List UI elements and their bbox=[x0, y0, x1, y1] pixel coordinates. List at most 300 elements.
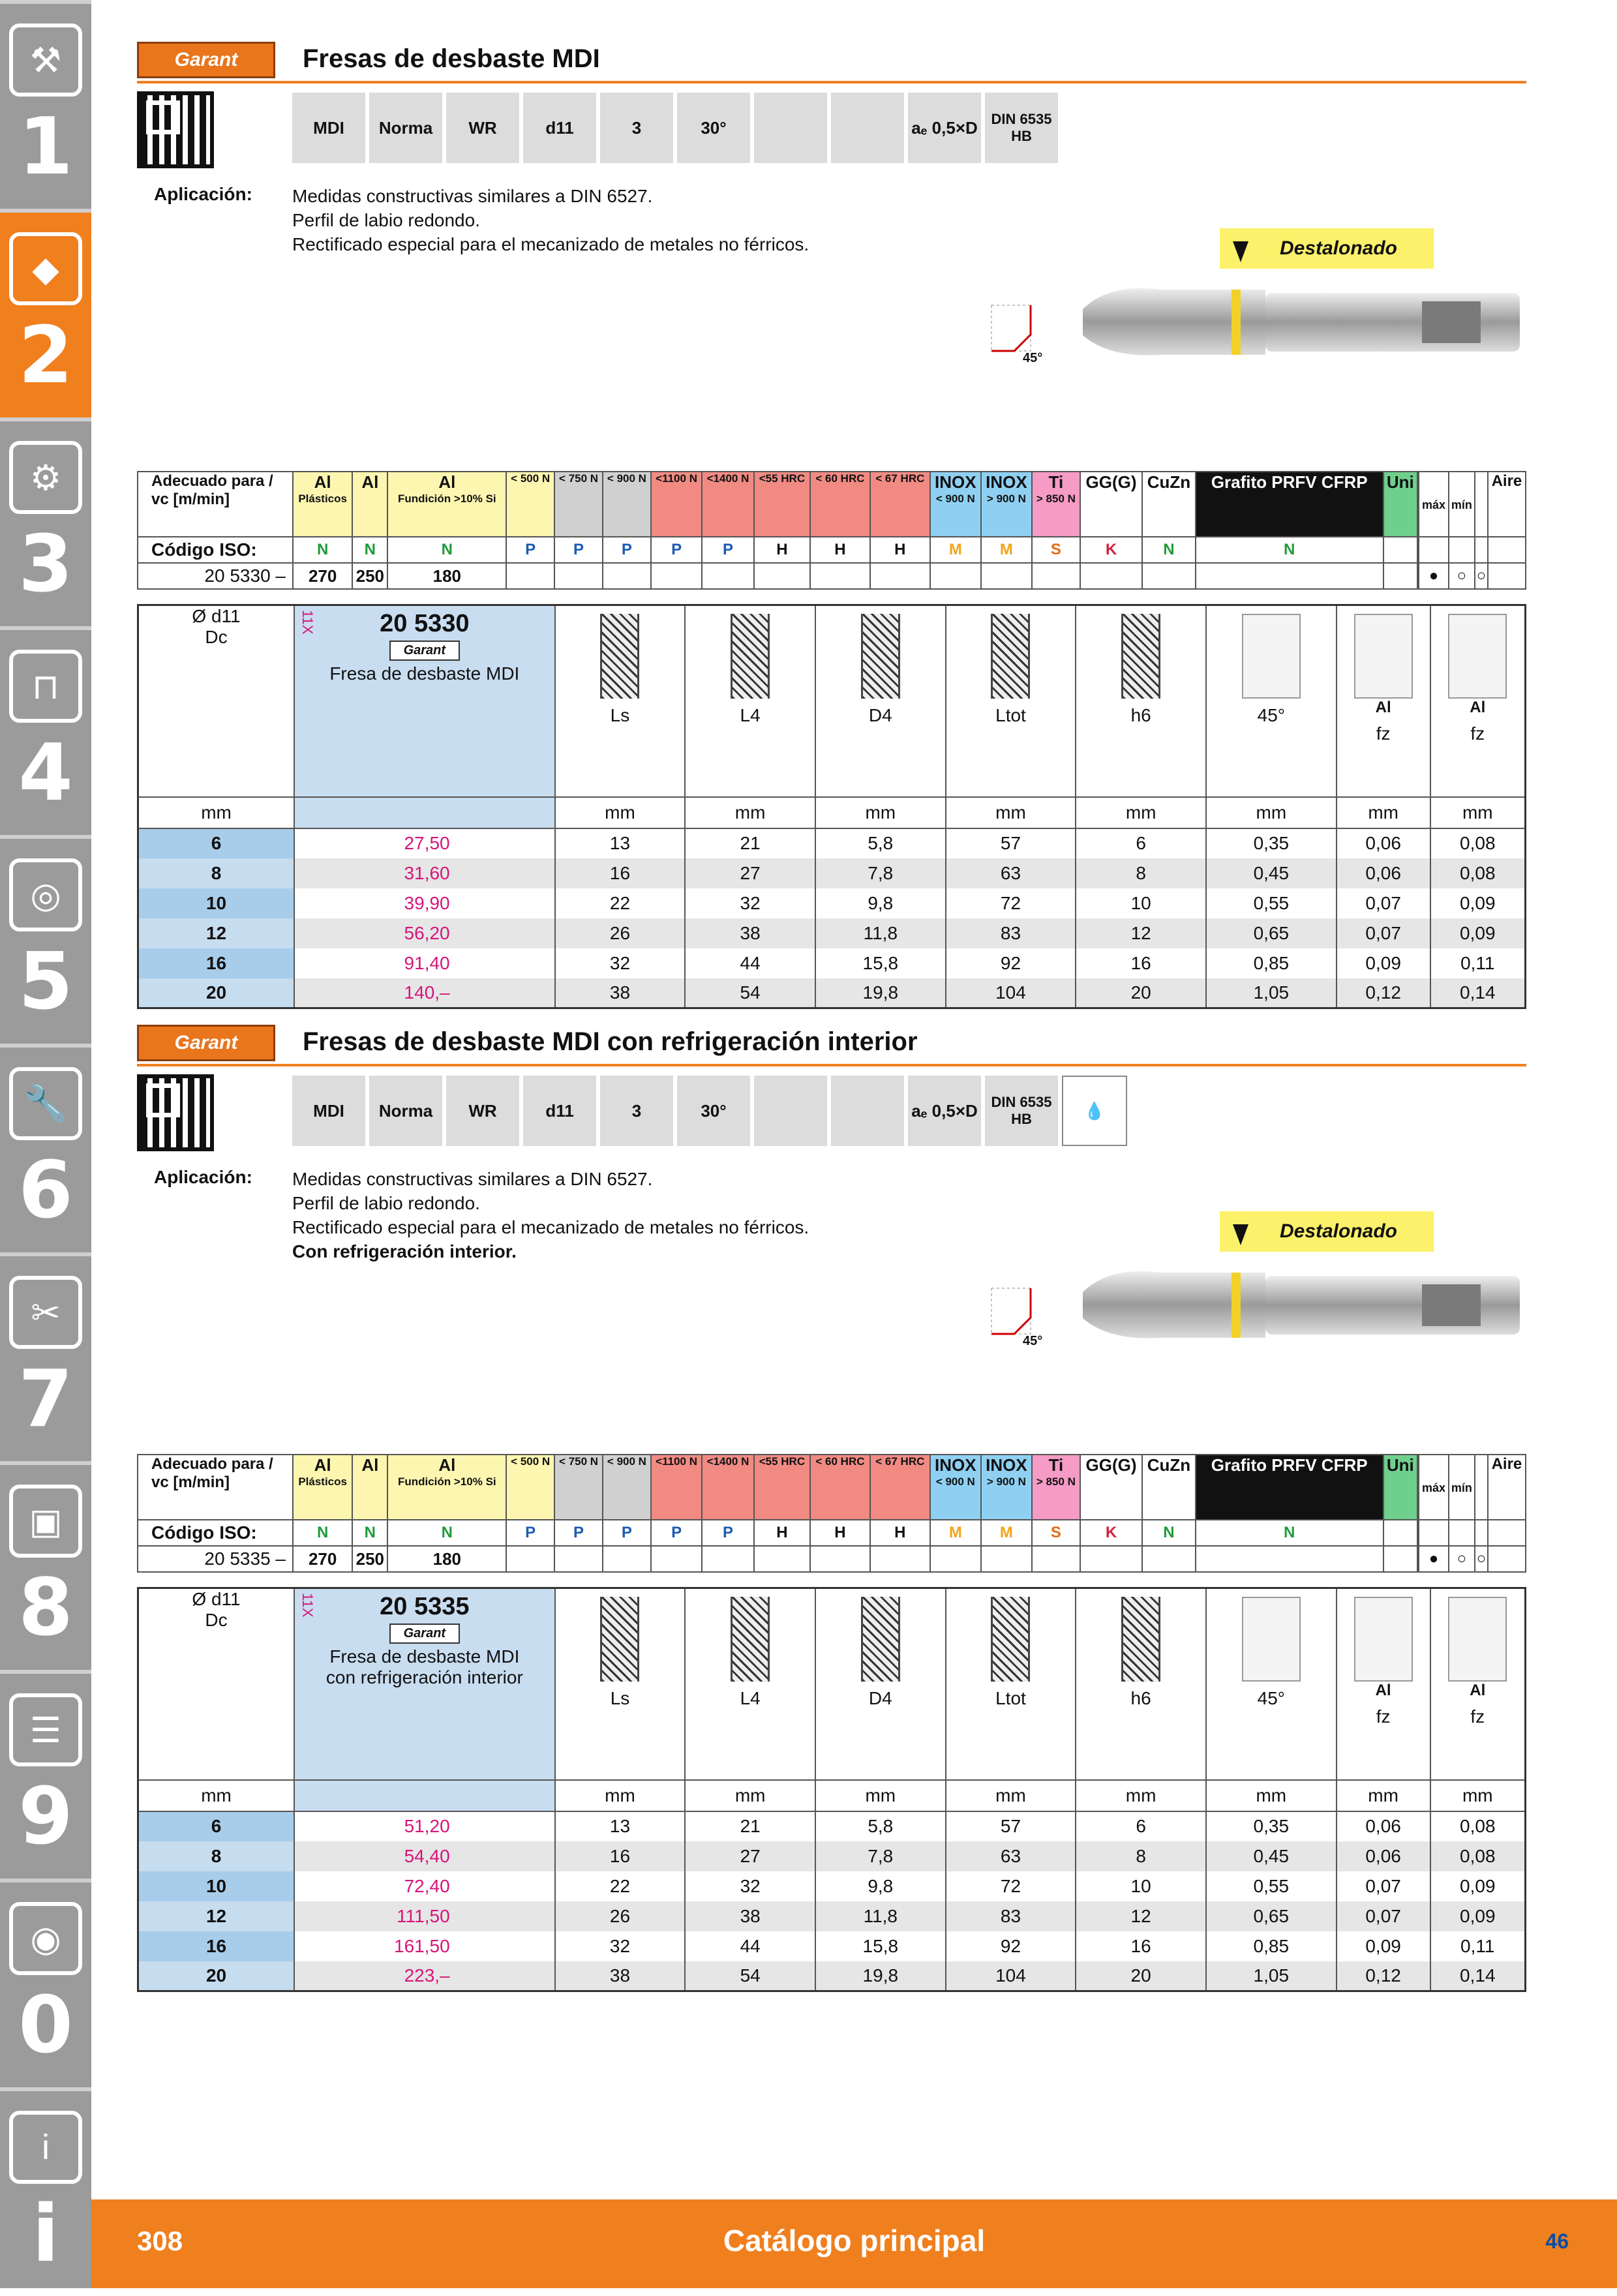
value-cell: 12 bbox=[1076, 918, 1206, 948]
material-name: INOX bbox=[935, 1455, 976, 1475]
material-sub: <55 HRC bbox=[759, 1455, 806, 1468]
material-cell-8 bbox=[754, 472, 810, 537]
material-cell-17 bbox=[1383, 472, 1417, 537]
value-cell: 0,55 bbox=[1206, 888, 1337, 918]
material-sub: < 900 N bbox=[935, 492, 975, 505]
coolant-cell-1 bbox=[1419, 1455, 1448, 1520]
vc-value-14 bbox=[1080, 1546, 1142, 1572]
vc-row bbox=[138, 563, 1526, 589]
chapter-tab-5[interactable] bbox=[0, 835, 91, 1044]
value-cell: 0,08 bbox=[1430, 828, 1526, 858]
value-cell: 22 bbox=[555, 888, 686, 918]
article-header bbox=[294, 1588, 555, 1780]
application-line: Perfil de labio redondo. bbox=[292, 1193, 480, 1213]
table-row bbox=[138, 858, 1526, 888]
coolant-iso-3 bbox=[1475, 1520, 1488, 1546]
material-cell-7 bbox=[702, 1455, 754, 1520]
value-cell: 20 bbox=[1076, 978, 1206, 1008]
value-cell: 16 bbox=[555, 858, 686, 888]
material-cell-4 bbox=[554, 1455, 603, 1520]
value-cell: 0,12 bbox=[1337, 978, 1430, 1008]
vc-row-label: 20 5335 – bbox=[138, 1546, 293, 1572]
unit-cell-5: mm bbox=[946, 797, 1076, 828]
diameter-header bbox=[138, 1588, 295, 1780]
dimensions-table bbox=[137, 604, 1526, 1009]
vc-value-11 bbox=[930, 1546, 981, 1572]
price-cell: 111,50 bbox=[294, 1901, 555, 1931]
iso-code-14: K bbox=[1080, 537, 1142, 563]
material-sub: < 900 N bbox=[607, 472, 646, 485]
iso-code-6: P bbox=[651, 537, 702, 563]
material-sub: Fundición >10% Si bbox=[397, 492, 496, 505]
iso-code-2: N bbox=[387, 537, 506, 563]
table-row bbox=[138, 948, 1526, 978]
wrench-icon: 🔧 bbox=[9, 1067, 82, 1140]
property-icon-1: Norma bbox=[369, 1076, 442, 1146]
chuck-icon: ⚙ bbox=[9, 441, 82, 514]
dimensions-header bbox=[138, 605, 1526, 797]
material-name: Grafito PRFV CFRP bbox=[1211, 1455, 1368, 1475]
material-name: Ti bbox=[1048, 1455, 1064, 1475]
value-cell: 72 bbox=[946, 888, 1076, 918]
vc-value-12 bbox=[981, 1546, 1032, 1572]
table-row bbox=[138, 1901, 1526, 1931]
property-icon-0: MDI bbox=[292, 93, 365, 163]
chapter-number: 8 bbox=[18, 1563, 73, 1654]
value-cell: 0,07 bbox=[1337, 1901, 1430, 1931]
material-name: Ti bbox=[1048, 472, 1064, 492]
vc-value-0: 270 bbox=[293, 563, 352, 589]
column-label: L4 bbox=[740, 1688, 761, 1708]
material-label: Adecuado para / vc [m/min] bbox=[138, 1455, 293, 1520]
unit-cell-6: mm bbox=[1076, 1780, 1206, 1811]
unit-cell-1 bbox=[294, 1780, 555, 1811]
milling-cutter-image bbox=[1070, 270, 1526, 368]
material-name: Al bbox=[361, 1455, 379, 1475]
vc-value-5 bbox=[603, 1546, 651, 1572]
property-icon-0: MDI bbox=[292, 1076, 365, 1146]
value-cell: 0,65 bbox=[1206, 1901, 1337, 1931]
material-cell-11 bbox=[930, 472, 981, 537]
value-cell: 32 bbox=[685, 888, 815, 918]
iso-code-17 bbox=[1383, 537, 1417, 563]
value-cell: 0,06 bbox=[1337, 1811, 1430, 1841]
application-line: Perfil de labio redondo. bbox=[292, 210, 480, 230]
iso-code-1: N bbox=[352, 537, 387, 563]
material-sub: <1400 N bbox=[706, 1455, 749, 1468]
vc-value-10 bbox=[870, 563, 930, 589]
value-cell: 38 bbox=[685, 1901, 815, 1931]
page-footer bbox=[91, 2199, 1617, 2288]
caliper-icon: ⊓ bbox=[9, 650, 82, 723]
material-sub: <1100 N bbox=[656, 472, 697, 485]
column-header-4 bbox=[1076, 1588, 1206, 1780]
price-cell: 56,20 bbox=[294, 918, 555, 948]
dimension-icon bbox=[1448, 1597, 1507, 1682]
material-cell-3 bbox=[506, 1455, 554, 1520]
column-header-1 bbox=[685, 1588, 815, 1780]
iso-code-3: P bbox=[506, 537, 554, 563]
section-header bbox=[137, 38, 1526, 83]
coolant-mark-2: ○ bbox=[1449, 563, 1475, 589]
vc-value-0: 270 bbox=[293, 1546, 352, 1572]
value-cell: 0,09 bbox=[1337, 948, 1430, 978]
material-cell-9 bbox=[810, 472, 870, 537]
value-cell: 57 bbox=[946, 1811, 1076, 1841]
chapter-number: 1 bbox=[18, 102, 73, 192]
material-cell-13 bbox=[1032, 472, 1080, 537]
unit-cell-2: mm bbox=[555, 797, 686, 828]
material-sub: < 750 N bbox=[559, 472, 599, 485]
chapter-tab-7[interactable] bbox=[0, 1252, 91, 1461]
value-cell: 0,06 bbox=[1337, 828, 1430, 858]
diameter-cell: 10 bbox=[138, 1871, 295, 1901]
chapter-number: 4 bbox=[18, 728, 73, 819]
catalog-title: Catálogo principal bbox=[723, 2224, 986, 2258]
diameter-cell: 12 bbox=[138, 918, 295, 948]
value-cell: 26 bbox=[555, 1901, 686, 1931]
iso-code-12: M bbox=[981, 537, 1032, 563]
chamfer-angle-label: 45° bbox=[1023, 351, 1043, 365]
vc-value-3 bbox=[506, 1546, 554, 1572]
value-cell: 104 bbox=[946, 1961, 1076, 1991]
article-tag: 11X bbox=[299, 610, 316, 635]
column-label: fz bbox=[1470, 1706, 1485, 1727]
application-line: Medidas constructivas similares a DIN 6527. bbox=[292, 186, 653, 206]
material-cell-12 bbox=[981, 472, 1032, 537]
article-header bbox=[294, 605, 555, 797]
info-icon: i bbox=[9, 2111, 82, 2184]
value-cell: 6 bbox=[1076, 1811, 1206, 1841]
value-cell: 5,8 bbox=[815, 828, 946, 858]
vc-value-13 bbox=[1032, 1546, 1080, 1572]
value-cell: 0,14 bbox=[1430, 978, 1526, 1008]
chapter-tab-2[interactable] bbox=[0, 209, 91, 417]
value-cell: 21 bbox=[685, 1811, 815, 1841]
unit-cell-8: mm bbox=[1337, 1780, 1430, 1811]
chapter-tab-4[interactable] bbox=[0, 626, 91, 835]
value-cell: 0,07 bbox=[1337, 1871, 1430, 1901]
value-cell: 0,09 bbox=[1430, 918, 1526, 948]
chapter-tab-1[interactable] bbox=[0, 0, 91, 209]
material-sub: > 850 N bbox=[1036, 1475, 1076, 1488]
vc-value-17 bbox=[1383, 563, 1417, 589]
diameter-cell: 6 bbox=[138, 828, 295, 858]
column-header-7 bbox=[1430, 605, 1526, 797]
arrow-down-icon bbox=[1233, 241, 1248, 262]
iso-code-10: H bbox=[870, 1520, 930, 1546]
material-sub: > 850 N bbox=[1036, 492, 1076, 505]
value-cell: 0,35 bbox=[1206, 828, 1337, 858]
unit-cell-2: mm bbox=[555, 1780, 686, 1811]
unit-cell-9: mm bbox=[1430, 797, 1526, 828]
article-description: Fresa de desbaste MDI bbox=[329, 1646, 520, 1667]
price-cell: 27,50 bbox=[294, 828, 555, 858]
value-cell: 0,45 bbox=[1206, 1841, 1337, 1871]
column-label: 45° bbox=[1257, 705, 1286, 725]
chapter-tab-3[interactable] bbox=[0, 417, 91, 626]
material-sub: < 500 N bbox=[511, 472, 551, 485]
coolant-cell-2 bbox=[1449, 472, 1475, 537]
coolant-sub: mín bbox=[1451, 1481, 1472, 1494]
iso-code-9: H bbox=[810, 537, 870, 563]
unit-cell-6: mm bbox=[1076, 797, 1206, 828]
vc-row bbox=[138, 1546, 1526, 1572]
iso-label: Código ISO: bbox=[138, 1520, 293, 1546]
chapter-number: 2 bbox=[18, 310, 73, 401]
coolant-mark-4 bbox=[1488, 1546, 1526, 1572]
iso-code-15: N bbox=[1142, 1520, 1196, 1546]
diameter-header bbox=[138, 605, 295, 797]
value-cell: 6 bbox=[1076, 828, 1206, 858]
chapter-number: 6 bbox=[18, 1145, 73, 1236]
drill-icon: ⚒ bbox=[9, 23, 82, 97]
property-icon-9: DIN 6535 HB bbox=[985, 93, 1058, 163]
diameter-label: Dc bbox=[205, 1610, 228, 1630]
material-sub: < 900 N bbox=[607, 1455, 646, 1468]
material-row bbox=[138, 472, 1526, 537]
tool-image bbox=[1070, 270, 1526, 368]
iso-code-16: N bbox=[1196, 537, 1383, 563]
value-cell: 9,8 bbox=[815, 1871, 946, 1901]
material-name: GG(G) bbox=[1085, 1455, 1137, 1475]
material-label: Adecuado para / vc [m/min] bbox=[138, 472, 293, 537]
vc-value-17 bbox=[1383, 1546, 1417, 1572]
material-cell-10 bbox=[870, 472, 930, 537]
material-cell-13 bbox=[1032, 1455, 1080, 1520]
vc-value-15 bbox=[1142, 563, 1196, 589]
chapter-number: 3 bbox=[18, 519, 73, 610]
value-cell: 15,8 bbox=[815, 1931, 946, 1961]
vc-value-3 bbox=[506, 563, 554, 589]
vc-value-16 bbox=[1196, 1546, 1383, 1572]
material-row bbox=[138, 1455, 1526, 1520]
material-sub: < 60 HRC bbox=[815, 1455, 865, 1468]
value-cell: 83 bbox=[946, 918, 1076, 948]
vc-value-2: 180 bbox=[387, 563, 506, 589]
coolant-cell-3 bbox=[1475, 472, 1488, 537]
column-label: Ltot bbox=[995, 705, 1026, 725]
unit-cell-7: mm bbox=[1206, 797, 1337, 828]
property-icons bbox=[292, 93, 1058, 163]
vc-value-6 bbox=[651, 1546, 702, 1572]
unit-cell-3: mm bbox=[685, 797, 815, 828]
column-label: h6 bbox=[1130, 1688, 1151, 1708]
coolant-cell-4 bbox=[1488, 1455, 1526, 1520]
saw-icon: ◎ bbox=[9, 858, 82, 931]
price-cell: 91,40 bbox=[294, 948, 555, 978]
material-cell-1 bbox=[352, 472, 387, 537]
coolant-iso-4 bbox=[1488, 1520, 1526, 1546]
unit-cell-7: mm bbox=[1206, 1780, 1337, 1811]
material-sub: Fundición >10% Si bbox=[397, 1475, 496, 1488]
value-cell: 13 bbox=[555, 828, 686, 858]
value-cell: 54 bbox=[685, 978, 815, 1008]
iso-code-11: M bbox=[930, 537, 981, 563]
material-cell-16 bbox=[1196, 472, 1383, 537]
column-sub-label: Al bbox=[1375, 699, 1391, 716]
value-cell: 83 bbox=[946, 1901, 1076, 1931]
value-cell: 0,55 bbox=[1206, 1871, 1337, 1901]
value-cell: 0,11 bbox=[1430, 1931, 1526, 1961]
dimension-icon bbox=[991, 1597, 1030, 1682]
column-label: fz bbox=[1376, 723, 1391, 744]
coolant-iso-3 bbox=[1475, 537, 1488, 563]
chapter-tab-9[interactable] bbox=[0, 1670, 91, 1879]
value-cell: 27 bbox=[685, 1841, 815, 1871]
vc-value-4 bbox=[554, 563, 603, 589]
column-header-3 bbox=[946, 1588, 1076, 1780]
chamfer-diagram bbox=[985, 1282, 1050, 1353]
vc-value-10 bbox=[870, 1546, 930, 1572]
unit-cell-0: mm bbox=[138, 1780, 295, 1811]
value-cell: 32 bbox=[555, 1931, 686, 1961]
property-icon-2: WR bbox=[446, 1076, 519, 1146]
property-icon-7 bbox=[831, 1076, 904, 1146]
price-cell: 72,40 bbox=[294, 1871, 555, 1901]
property-icon-8: aₑ 0,5×D bbox=[908, 93, 981, 163]
chapter-tab-8[interactable] bbox=[0, 1461, 91, 1670]
iso-code-13: S bbox=[1032, 1520, 1080, 1546]
column-label: fz bbox=[1470, 723, 1485, 744]
garant-logo-small: Garant bbox=[389, 641, 460, 661]
property-icon-2: WR bbox=[446, 93, 519, 163]
article-number: 20 5335 bbox=[380, 1593, 470, 1620]
unit-cell-4: mm bbox=[815, 1780, 946, 1811]
value-cell: 54 bbox=[685, 1961, 815, 1991]
property-icon-9: DIN 6535 HB bbox=[985, 1076, 1058, 1146]
coolant-cell-2 bbox=[1449, 1455, 1475, 1520]
chapter-sidebar bbox=[0, 0, 91, 2288]
coolant-name: Aire bbox=[1491, 472, 1522, 490]
iso-code-16: N bbox=[1196, 1520, 1383, 1546]
iso-code-17 bbox=[1383, 1520, 1417, 1546]
value-cell: 10 bbox=[1076, 888, 1206, 918]
column-sub-label: Al bbox=[1470, 1682, 1486, 1699]
qr-code[interactable] bbox=[137, 91, 214, 168]
material-cell-5 bbox=[603, 472, 651, 537]
vc-value-15 bbox=[1142, 1546, 1196, 1572]
coolant-mark-1: ● bbox=[1419, 563, 1448, 589]
value-cell: 16 bbox=[1076, 948, 1206, 978]
diameter-cell: 10 bbox=[138, 888, 295, 918]
column-label: L4 bbox=[740, 705, 761, 725]
dimension-icon bbox=[600, 614, 639, 699]
qr-code[interactable] bbox=[137, 1074, 214, 1151]
price-cell: 31,60 bbox=[294, 858, 555, 888]
cabinet-icon: ☰ bbox=[9, 1693, 82, 1766]
iso-code-2: N bbox=[387, 1520, 506, 1546]
material-name: Grafito PRFV CFRP bbox=[1211, 472, 1368, 492]
price-cell: 39,90 bbox=[294, 888, 555, 918]
coolant-cell-3 bbox=[1475, 1455, 1488, 1520]
value-cell: 0,12 bbox=[1337, 1961, 1430, 1991]
value-cell: 16 bbox=[555, 1841, 686, 1871]
diameter-cell: 20 bbox=[138, 1961, 295, 1991]
value-cell: 10 bbox=[1076, 1871, 1206, 1901]
value-cell: 16 bbox=[1076, 1931, 1206, 1961]
value-cell: 13 bbox=[555, 1811, 686, 1841]
value-cell: 63 bbox=[946, 858, 1076, 888]
property-icon-3: d11 bbox=[523, 93, 596, 163]
coolant-mark-2: ○ bbox=[1449, 1546, 1475, 1572]
vc-value-16 bbox=[1196, 563, 1383, 589]
chapter-number: 0 bbox=[18, 1980, 73, 2071]
vc-value-8 bbox=[754, 1546, 810, 1572]
chapter-number: 5 bbox=[18, 937, 73, 1027]
dimension-icon bbox=[861, 1597, 900, 1682]
iso-code-0: N bbox=[293, 537, 352, 563]
iso-code-10: H bbox=[870, 537, 930, 563]
vc-value-9 bbox=[810, 1546, 870, 1572]
material-cell-16 bbox=[1196, 1455, 1383, 1520]
dimension-icon bbox=[1121, 614, 1160, 699]
units-row bbox=[138, 797, 1526, 828]
value-cell: 0,09 bbox=[1337, 1931, 1430, 1961]
material-cell-2 bbox=[387, 1455, 506, 1520]
dimension-icon bbox=[861, 614, 900, 699]
chapter-tab-6[interactable] bbox=[0, 1044, 91, 1252]
material-name: INOX bbox=[986, 1455, 1027, 1475]
application-label: Aplicación: bbox=[154, 1167, 252, 1187]
iso-code-14: K bbox=[1080, 1520, 1142, 1546]
material-cell-8 bbox=[754, 1455, 810, 1520]
material-cell-6 bbox=[651, 472, 702, 537]
destalonado-label: Destalonado bbox=[1220, 228, 1434, 269]
garant-logo: Garant bbox=[137, 1025, 275, 1061]
page-index: 46 bbox=[1545, 2229, 1569, 2253]
iso-code-15: N bbox=[1142, 537, 1196, 563]
value-cell: 0,08 bbox=[1430, 858, 1526, 888]
dimension-icon bbox=[1354, 614, 1413, 699]
property-icon-5: 30° bbox=[677, 93, 750, 163]
material-cell-14 bbox=[1080, 472, 1142, 537]
dimension-icon bbox=[1354, 1597, 1413, 1682]
property-icon-4: 3 bbox=[600, 93, 673, 163]
unit-cell-1 bbox=[294, 797, 555, 828]
value-cell: 11,8 bbox=[815, 1901, 946, 1931]
chapter-tab-i[interactable] bbox=[0, 2087, 91, 2296]
dimension-icon bbox=[1448, 614, 1507, 699]
value-cell: 72 bbox=[946, 1871, 1076, 1901]
dimension-icon bbox=[731, 614, 770, 699]
chamfer-angle-label: 45° bbox=[1023, 1334, 1043, 1348]
material-name: Al bbox=[361, 472, 379, 492]
price-cell: 51,20 bbox=[294, 1811, 555, 1841]
diameter-label: Ø d11 bbox=[192, 606, 241, 626]
chapter-tab-0[interactable] bbox=[0, 1879, 91, 2087]
value-cell: 57 bbox=[946, 828, 1076, 858]
dimension-icon bbox=[991, 614, 1030, 699]
column-label: Ls bbox=[610, 705, 630, 725]
property-icon-5: 30° bbox=[677, 1076, 750, 1146]
material-name: INOX bbox=[986, 472, 1027, 492]
material-cell-2 bbox=[387, 472, 506, 537]
coolant-iso-2 bbox=[1449, 537, 1475, 563]
column-label: 45° bbox=[1257, 1688, 1285, 1708]
dimensions-header bbox=[138, 1588, 1526, 1780]
iso-code-8: H bbox=[754, 537, 810, 563]
material-cell-6 bbox=[651, 1455, 702, 1520]
value-cell: 19,8 bbox=[815, 978, 946, 1008]
value-cell: 20 bbox=[1076, 1961, 1206, 1991]
iso-code-12: M bbox=[981, 1520, 1032, 1546]
material-cell-15 bbox=[1142, 472, 1196, 537]
value-cell: 38 bbox=[555, 978, 686, 1008]
column-header-2 bbox=[815, 605, 946, 797]
coolant-icon: 💧 bbox=[1062, 1076, 1127, 1146]
column-header-6 bbox=[1337, 605, 1430, 797]
